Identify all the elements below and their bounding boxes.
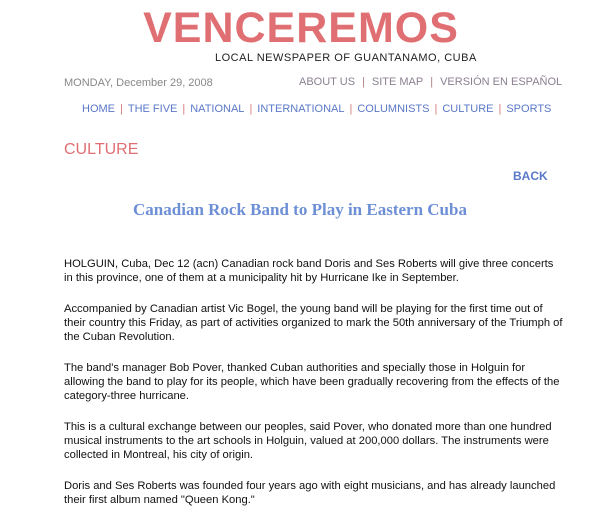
separator: | (362, 76, 365, 88)
separator: | (249, 103, 253, 115)
separator: | (434, 103, 438, 115)
nav-culture[interactable]: CULTURE (442, 103, 494, 115)
masthead-title: VENCEREMOS (143, 4, 459, 52)
about-us-link[interactable]: ABOUT US (299, 76, 356, 88)
nav-international[interactable]: INTERNATIONAL (257, 103, 345, 115)
nav-sports[interactable]: SPORTS (506, 103, 552, 115)
article-paragraph: The band's manager Bob Pover, thanked Cuban authorities and specially those in Holguin for allowing the band to play for its people, which have been gradually recovering from the effects of the category-three hurricane. (64, 362, 560, 402)
masthead-subtitle: LOCAL NEWSPAPER OF GUANTANAMO, CUBA (215, 52, 477, 64)
spanish-version-link[interactable]: VERSIÓN EN ESPAÑOL (440, 76, 563, 88)
separator: | (430, 76, 434, 88)
section-title: CULTURE (64, 141, 139, 158)
article-headline: Canadian Rock Band to Play in Eastern Cuba (133, 200, 467, 219)
article-paragraph: This is a cultural exchange between our peoples, said Pover, who donated more than one hundred musical instruments to the art schools in Holguin, valued at 200,000 dollars. The instruments were collected in Montreal, his city of origin. (64, 421, 552, 461)
separator: | (120, 103, 123, 115)
article-paragraph: Accompanied by Canadian artist Vic Bogel, the young band will be playing for the first time out of their country this Friday, as part of activities organized to mark the 50th anniversary of the Triumph of the Cuban Revolution. (64, 303, 563, 343)
article-paragraph: Doris and Ses Roberts was founded four years ago with eight musicians, and has already launched their first album named "Queen Kong." (64, 480, 556, 506)
separator: | (349, 103, 353, 115)
separator: | (182, 103, 186, 115)
back-link[interactable]: BACK (513, 169, 548, 183)
nav-national[interactable]: NATIONAL (190, 103, 245, 115)
article-body (64, 257, 564, 524)
date: MONDAY, December 29, 2008 (64, 77, 213, 89)
nav-columnists[interactable]: COLUMNISTS (357, 103, 430, 115)
main-nav (82, 103, 551, 115)
nav-home[interactable]: HOME (82, 103, 115, 115)
top-links (299, 76, 562, 88)
separator: | (498, 103, 502, 115)
article-paragraph: HOLGUIN, Cuba, Dec 12 (acn) Canadian rock band Doris and Ses Roberts will give three concerts in this province, one of them at a municipality hit by Hurricane Ike in September. (64, 258, 554, 284)
nav-the-five[interactable]: THE FIVE (127, 103, 178, 115)
site-map-link[interactable]: SITE MAP (371, 76, 424, 88)
